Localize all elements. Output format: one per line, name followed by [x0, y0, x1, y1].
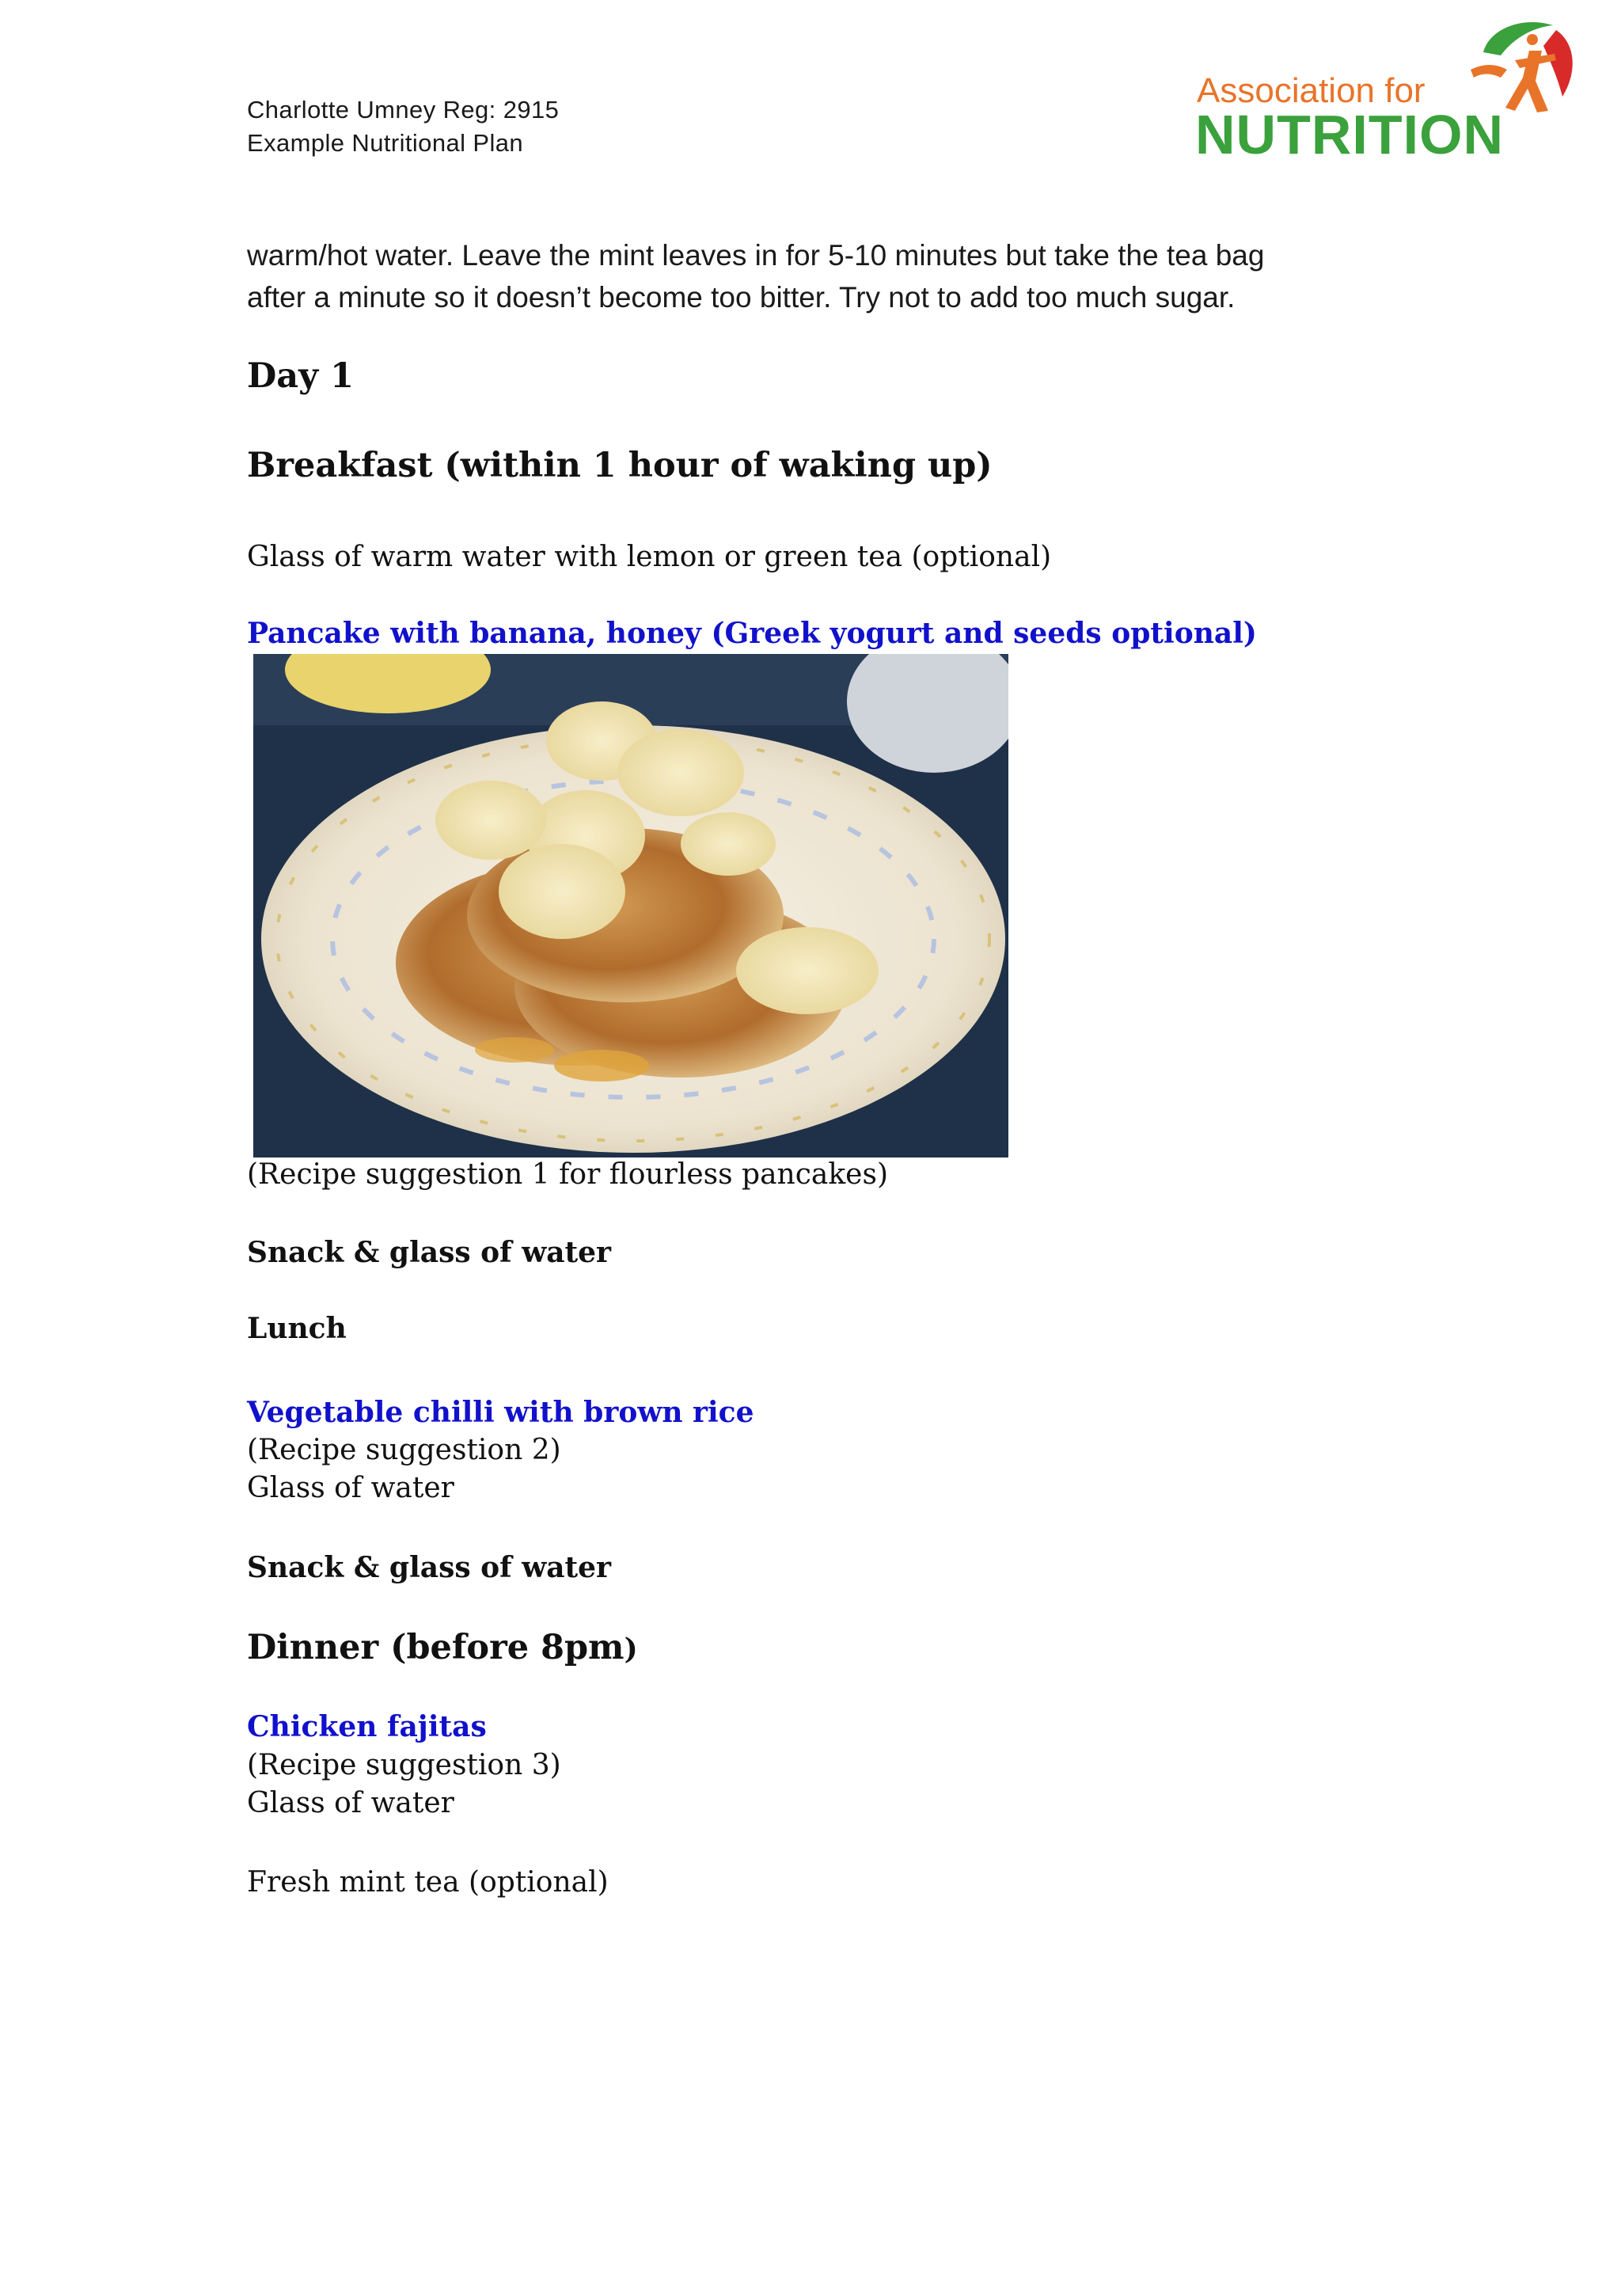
lunch-water: Glass of water [247, 1472, 454, 1504]
breakfast-recipe-note: (Recipe suggestion 1 for flourless pancakes) [247, 1158, 888, 1191]
logo-figure-icon [1460, 14, 1578, 117]
breakfast-heading: Breakfast (within 1 hour of waking up) [247, 446, 993, 485]
dinner-heading-paren: ) [624, 1633, 638, 1666]
author-line: Charlotte Umney Reg: 2915 [247, 96, 560, 124]
dinner-heading-text: Dinner (before 8pm [247, 1628, 624, 1667]
intro-line-1: warm/hot water. Leave the mint leaves in for 5-10 minutes but take the tea bag [247, 239, 1265, 272]
intro-line-2: after a minute so it doesn’t become too bitter. Try not to add too much sugar. [247, 281, 1236, 314]
dinner-recipe-note: (Recipe suggestion 3) [247, 1749, 561, 1781]
lunch-recipe-note: (Recipe suggestion 2) [247, 1434, 561, 1466]
dinner-heading [247, 1628, 638, 1667]
document-title: Example Nutritional Plan [247, 129, 524, 157]
day-heading: Day 1 [247, 356, 355, 396]
pancake-photo [253, 654, 1008, 1158]
dinner-water: Glass of water [247, 1787, 454, 1819]
breakfast-drink: Glass of warm water with lemon or green tea (optional) [247, 541, 1052, 573]
association-for-nutrition-logo [1195, 14, 1569, 165]
breakfast-dish-link[interactable]: Pancake with banana, honey (Greek yogurt and seeds optional) [247, 617, 1257, 650]
lunch-heading: Lunch [247, 1312, 347, 1345]
dinner-mint-tea: Fresh mint tea (optional) [247, 1866, 609, 1899]
dinner-dish-link[interactable]: Chicken fajitas [247, 1710, 487, 1743]
page-header [247, 93, 559, 160]
logo-text-nutrition: NUTRITION [1195, 104, 1505, 165]
logo-text-association: Association for [1197, 71, 1425, 110]
snack-1: Snack & glass of water [247, 1236, 612, 1269]
lunch-dish-link[interactable]: Vegetable chilli with brown rice [247, 1396, 754, 1429]
snack-2: Snack & glass of water [247, 1551, 612, 1584]
